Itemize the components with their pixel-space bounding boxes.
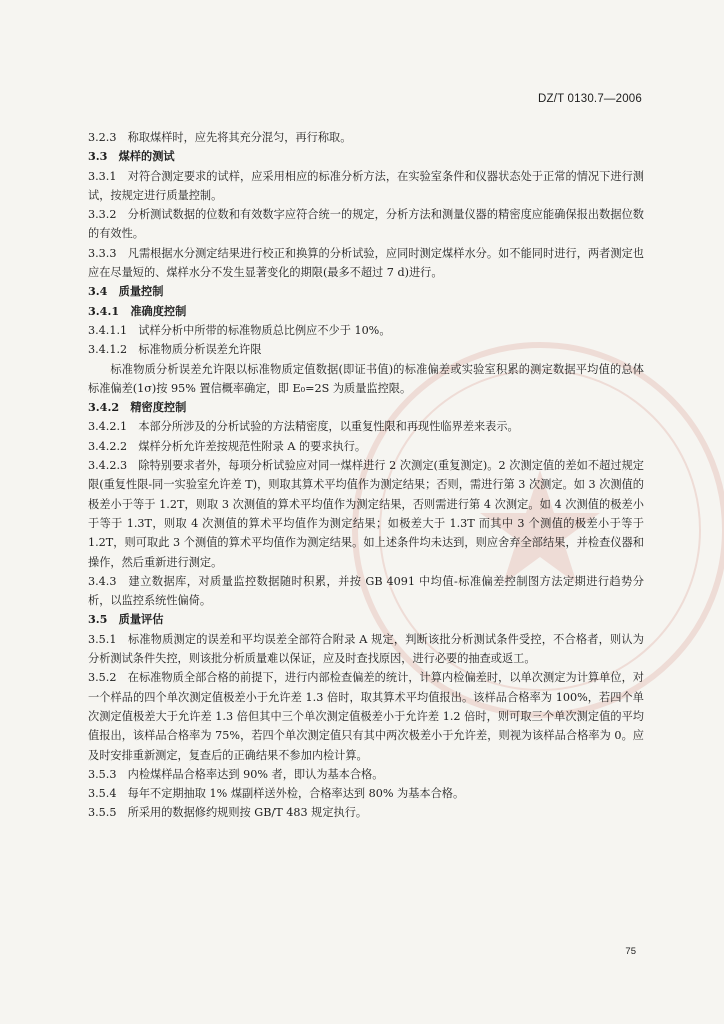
clause-3-5-3: 3.5.3 内检煤样品合格率达到 90% 者，即认为基本合格。 (88, 767, 384, 781)
clause-3-4-2-3: 3.4.2.3 除特别要求者外，每项分析试验应对同一煤样进行 2 次测定(重复测定)。2 次测定值的差如不超过规定限(重复性限-同一实验室允许差 T)，则取其算术平均值作为测定结果；否则，需进行第 3 次测定。如 3 次测值的极差小于等于 1.2T，则取 3 次测值的算术平均值作为测定结果，否则需进行第 4 次测定。如 4 次测值的极差小于等于 1.3T，则取 4 次测值的算术平均值作为测定结果；如极差大于 1.3T 而其中 3 个测值的极差小于等于 1.2T，则可取此 3 个测值的算术平均值作为测定结果。如上述条件均未达到，则应舍弃全部结果，并检查仪器和操作，然后重新进行测定。 (88, 459, 644, 569)
clause-3-4-3: 3.4.3 建立数据库，对质量监控数据随时积累，并按 GB 4091 中均值-标准偏差控制图方法定期进行趋势分析，以监控系统性偏倚。 (88, 574, 644, 608)
clause-3-4-1-2-body: 标准物质分析误差允许限以标准物质定值数据(即证书值)的标准偏差或实验室积累的测定数据平均值的总体标准偏差(1σ)按 95% 置信概率确定，即 E₀=2S 为质量监控限。 (88, 362, 644, 395)
section-heading-3-4-1: 3.4.1 准确度控制 (88, 303, 187, 318)
clause-3-5-5: 3.5.5 所采用的数据修约规则按 GB/T 483 规定执行。 (88, 806, 368, 820)
section-heading-3-3: 3.3 煤样的测试 (88, 149, 175, 164)
page-number: 75 (625, 946, 636, 957)
clause-3-3-1: 3.3.1 对符合测定要求的试样，应采用相应的标准分析方法，在实验室条件和仪器状态处于正常的情况下进行测试，按规定进行质量控制。 (88, 169, 644, 202)
clause-3-4-1-1: 3.4.1.1 试样分析中所带的标准物质总比例应不少于 10%。 (88, 323, 391, 337)
section-heading-3-4-2: 3.4.2 精密度控制 (88, 400, 187, 415)
clause-3-5-2: 3.5.2 在标准物质全部合格的前提下，进行内部检查偏差的统计，计算内检偏差时，以单次测定为计算单位，对一个样品的四个单次测定值极差小于允许差 1.3 倍时，取其算术平均值报出。该样品合格率为 100%，若四个单次测定值极差大于允许差 1.3 倍但其中三个单次测定值极差小于允许差 1.2 倍时，则可取三个单次测定值的平均值报出，该样品合格率为 75%，若四个单次测定值只有其中两次极差小于允许差，则视为该样品合格率为 0。应及时安排重新测定，复查后的正确结果不参加内检计算。 (88, 671, 644, 762)
section-heading-3-4: 3.4 质量控制 (88, 284, 164, 299)
clause-3-5-4: 3.5.4 每年不定期抽取 1% 煤副样送外检，合格率达到 80% 为基本合格。 (88, 787, 465, 801)
clause-3-4-2-1: 3.4.2.1 本部分所涉及的分析试验的方法精密度，以重复性限和再现性临界差来表示。 (88, 420, 519, 434)
clause-3-4-2-2: 3.4.2.2 煤样分析允许差按规范性附录 A 的要求执行。 (88, 439, 367, 453)
clause-3-2-3: 3.2.3 称取煤样时，应先将其充分混匀，再行称取。 (88, 131, 352, 144)
clause-3-3-2: 3.3.2 分析测试数据的位数和有效数字应符合统一的规定，分析方法和测量仪器的精密度应能确保报出数据位数的有效性。 (88, 208, 644, 241)
clause-3-3-3: 3.3.3 凡需根据水分测定结果进行校正和换算的分析试验，应同时测定煤样水分。如不能同时进行，两者测定也应在尽量短的、煤样水分不发生显著变化的期限(最多不超过 7 d)进行。 (88, 246, 644, 280)
section-heading-3-5: 3.5 质量评估 (88, 612, 164, 627)
document-body (88, 128, 644, 823)
document-code: DZ/T 0130.7—2006 (538, 93, 642, 105)
clause-3-4-1-2: 3.4.1.2 标准物质分析误差允许限 (88, 343, 262, 357)
clause-3-5-1: 3.5.1 标准物质测定的误差和平均误差全部符合附录 A 规定，判断该批分析测试条件受控，不合格者，则认为分析测试条件失控，则该批分析质量难以保证，应及时查找原因，进行必要的抽查或返工。 (88, 632, 644, 666)
